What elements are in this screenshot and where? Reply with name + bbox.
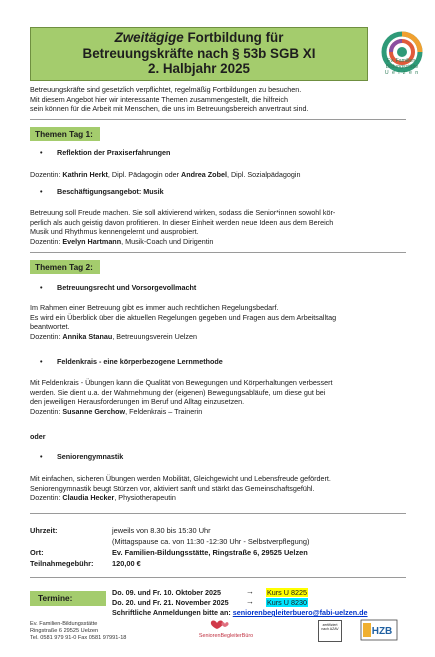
place-value: Ev. Familien-Bildungsstätte, Ringstraße 6, 29525 Uelzen — [112, 548, 308, 557]
topic-title: Beschäftigungsangebot: Musik — [57, 187, 164, 196]
topic-title: Seniorengymnastik — [57, 452, 124, 461]
lecturer-name: Kathrin Herkt — [62, 170, 108, 179]
text-line: Mit einfachen, sicheren Übungen werden Mobilität, Gleichgewicht und Lebensfreude gefördert. — [30, 474, 331, 483]
lecturer-line — [30, 237, 404, 247]
lecturer-role: , Dipl. Pädagogin oder — [107, 170, 182, 179]
divider — [30, 119, 406, 120]
time-value: jeweils von 8.30 bis 15:30 Uhr — [112, 526, 211, 535]
divider — [30, 577, 406, 578]
hzb-badge-icon — [360, 619, 398, 641]
fee-label: Teilnahmegebühr: — [30, 559, 94, 568]
course-1: Kurs U 8225 — [267, 588, 307, 597]
header-title-box — [30, 27, 368, 81]
course-2: Kurs U 8230 — [267, 598, 307, 607]
intro-line: sein können für die Arbeit mit Menschen, die uns im Betreuungsbereich anvertraut sind. — [30, 104, 309, 114]
text-line: beantwortet. — [30, 322, 70, 332]
lecturer-prefix: Dozentin: — [30, 331, 63, 341]
title-line-3: 2. Halbjahr 2025 — [148, 61, 250, 76]
lecturer-name: Claudia Hecker — [62, 493, 115, 503]
certification-badge — [318, 620, 342, 642]
lecturer-name: Evelyn Hartmann — [62, 236, 122, 246]
lecturer-line — [30, 493, 404, 503]
footer-line: Ringstraße 6 29525 Uelzen — [30, 628, 99, 634]
text-line: Musik und Rhythmus kennengelernt und ausprobiert. — [30, 227, 199, 237]
title-line-2: Betreuungskräfte nach § 53b SGB XI — [82, 45, 316, 61]
or-label: oder — [30, 432, 46, 441]
lecturer-role: , Feldenkrais – Trainerin — [125, 406, 203, 416]
text-line: Betreuung soll Freude machen. Sie soll aktivierend wirken, sodass die Senior*innen sowohl kör- — [30, 208, 336, 217]
title-line-1 — [31, 30, 367, 46]
time-label: Uhrzeit: — [30, 526, 58, 535]
intro-text — [30, 85, 404, 114]
topic-feldenkrais — [40, 357, 223, 367]
topic-seniorengymnastik-text — [30, 474, 404, 503]
topic-betreuungsrecht-text — [30, 303, 404, 341]
date-1: Do. 09. und Fr. 10. Oktober 2025 — [112, 588, 222, 597]
divider — [30, 513, 406, 514]
topic-seniorengymnastik — [40, 452, 123, 462]
badge-text: zertifiziert nach AZAV — [321, 623, 339, 631]
lecturer-name: Annika Stanau — [62, 331, 113, 341]
lecturer-prefix: Dozentin: — [30, 406, 63, 416]
lecturer-prefix: Dozentin: — [30, 236, 63, 246]
text-line: perlich als auch geistig davon profitieren. In dieser Einheit werden neue Ideen aus dem Bereich — [30, 217, 334, 227]
lecturer-prefix: Dozentin: — [30, 170, 63, 179]
logo-line-2: Bildungsstätte — [385, 64, 419, 70]
title-italic: Zweitägige — [114, 30, 184, 45]
seniorenbegleiter-logo-icon — [195, 617, 257, 641]
arrow-right-icon: → — [246, 597, 254, 606]
lecturer-name: Andrea Zobel — [181, 170, 227, 179]
signup-email-link[interactable]: seniorenbegleiterbuero@fabi-uelzen.de — [232, 608, 368, 617]
topic-feldenkrais-text — [30, 378, 404, 416]
time-note: (Mittagspause ca. von 11:30 -12:30 Uhr - Selbstverpflegung) — [112, 537, 310, 546]
lecturer-name: Susanne Gerchow — [62, 406, 126, 416]
footer-address — [30, 621, 126, 642]
place-label: Ort: — [30, 548, 44, 557]
text-line: Es wird ein Überblick über die aktuellen Regelungen gegeben und Fragen aus dem Arbeitsalltag — [30, 312, 337, 322]
theme-day-1-label: Themen Tag 1: — [30, 127, 100, 141]
topic-title: Betreuungsrecht und Vorsorgevollmacht — [57, 283, 197, 292]
signup-prefix: Schriftliche Anmeldungen bitte an: — [112, 608, 233, 617]
footer-line: Tel. 0581 979 91-0 Fax 0581 97991-18 — [30, 635, 127, 641]
arrow-right-icon: → — [246, 587, 254, 596]
text-line: den jeweiligen Herausforderungen im Beruf und Alltag einzusetzen. — [30, 397, 245, 407]
badge2-text: HZB — [371, 626, 393, 637]
text-line: Im Rahmen einer Betreuung gibt es immer auch rechtlichen Regelungsbedarf. — [30, 303, 279, 312]
lecturer-prefix: Dozentin: — [30, 493, 63, 503]
fabi-logo-icon — [376, 18, 428, 88]
termine-label: Termine: — [30, 591, 106, 606]
divider — [30, 252, 406, 253]
logo-text — [372, 58, 432, 76]
theme-day-2-label: Themen Tag 2: — [30, 260, 100, 274]
lecturer-line — [30, 170, 404, 180]
lecturer-role: , Betreuungsverein Uelzen — [112, 331, 198, 341]
text-line: Mit Feldenkrais - Übungen kann die Qualität von Bewegungen und Körperhaltungen verbessert — [30, 378, 333, 387]
footer-line: Ev. Familien-Bildungsstätte — [30, 621, 98, 627]
topic-title: Reflektion der Praxiserfahrungen — [57, 148, 171, 157]
lecturer-line — [30, 407, 404, 417]
fee-value: 120,00 € — [112, 559, 141, 568]
intro-line: Betreuungskräfte sind gesetzlich verpflichtet, regelmäßig Fortbildungen zu besuchen. — [30, 85, 302, 94]
logo-line-3: U e l z e n — [384, 70, 420, 76]
topic-betreuungsrecht — [40, 283, 196, 293]
date-2: Do. 20. und Fr. 21. November 2025 — [112, 598, 229, 607]
topic-reflektion — [40, 148, 170, 158]
text-line: Seniorengymnastik beugt Stürzen vor, aktiviert sanft und stärkt das Gemeinschaftsgefühl. — [30, 483, 315, 493]
lecturer-line — [30, 332, 404, 342]
topic-musik-text — [30, 208, 404, 246]
lecturer-role: , Physiotherapeutin — [114, 493, 176, 503]
footer-logo-text: SeniorenBegleiterBüro — [198, 633, 254, 639]
intro-line: Mit diesem Angebot hier wir interessante Themen zusammengestellt, die hilfreich — [30, 94, 288, 104]
topic-title: Feldenkrais - eine körperbezogene Lernmethode — [57, 357, 223, 366]
text-line: werden. Sie dient u.a. der Wahrnehmung der (eigenen) Bewegungsabläufe, um diese gut bei — [30, 387, 326, 397]
lecturer-role: , Dipl. Sozialpädagogin — [226, 170, 301, 179]
logo-line-1: Ev. Familien- — [387, 58, 417, 64]
title-rest: Fortbildung für — [183, 30, 284, 45]
topic-musik — [40, 187, 164, 197]
lecturer-role: , Musik-Coach und Dirigentin — [121, 236, 214, 246]
